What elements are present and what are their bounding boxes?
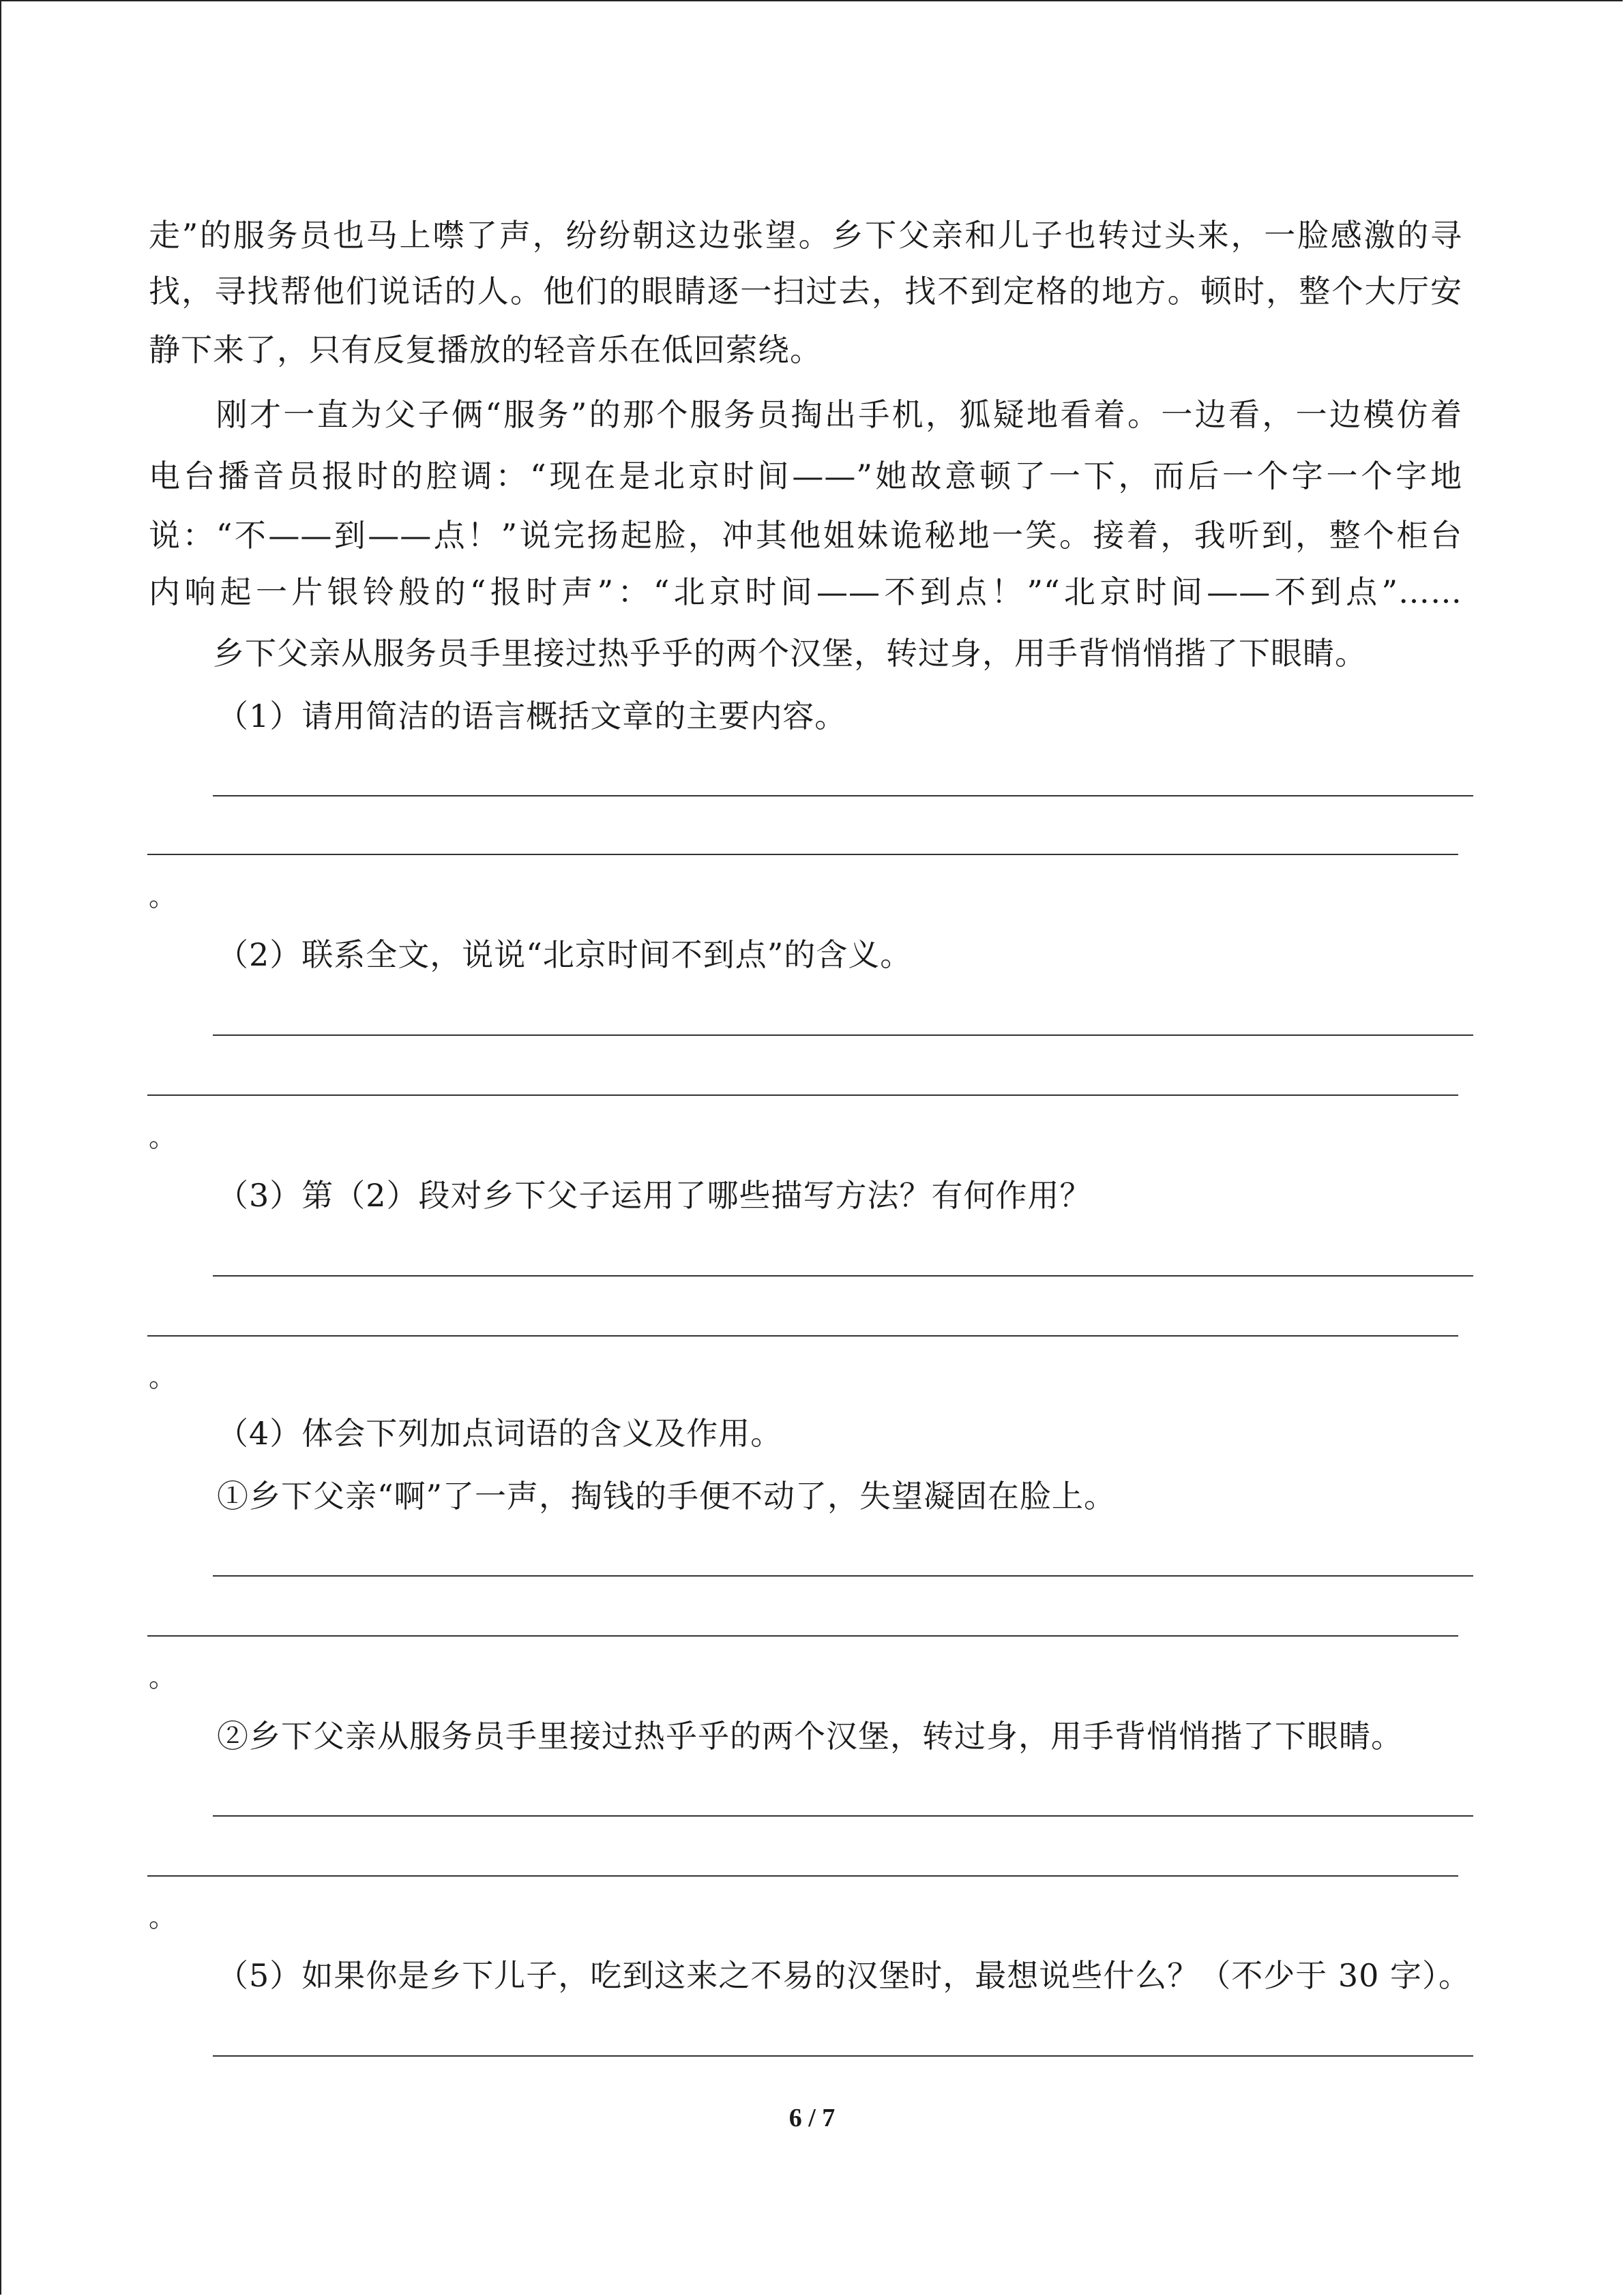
question-3: （3）第（2）段对乡下父子运用了哪些描写方法？有何作用？ <box>217 1177 1092 1214</box>
answer-line[interactable] <box>147 1635 1458 1637</box>
question-4-item-2: ②乡下父亲从服务员手里接过热乎乎的两个汉堡，转过身，用手背悄悄揩了下眼睛。 <box>217 1718 1403 1755</box>
answer-line[interactable] <box>147 1094 1458 1096</box>
passage-line: 刚才一直为父子俩“服务”的那个服务员掏出手机，狐疑地看着。一边看，一边模仿着 <box>149 396 1462 433</box>
passage-line: 乡下父亲从服务员手里接过热乎乎的两个汉堡，转过身，用手背悄悄揩了下眼睛。 <box>149 635 1367 672</box>
answer-end-mark: 。 <box>149 1362 176 1393</box>
answer-line[interactable] <box>147 854 1458 855</box>
question-1: （1）请用简洁的语言概括文章的主要内容。 <box>217 698 847 734</box>
passage-line: 静下来了，只有反复播放的轻音乐在低回萦绕。 <box>149 331 822 368</box>
passage-line: 内响起一片银铃般的“报时声”：“北京时间——不到点！”“北京时间——不到点”…… <box>149 573 1462 610</box>
question-4: （4）体会下列加点词语的含义及作用。 <box>217 1415 783 1452</box>
passage-line: 走”的服务员也马上噤了声，纷纷朝这边张望。乡下父亲和儿子也转过头来，一脸感激的寻 <box>149 217 1462 254</box>
passage-line: 说：“不——到——点！”说完扬起脸，冲其他姐妹诡秘地一笑。接着，我听到，整个柜台 <box>149 517 1462 554</box>
passage-line: 电台播音员报时的腔调：“现在是北京时间——”她故意顿了一下，而后一个字一个字地 <box>149 458 1462 494</box>
answer-line[interactable] <box>213 1575 1473 1577</box>
passage-line: 找，寻找帮他们说话的人。他们的眼睛逐一扫过去，找不到定格的地方。顿时，整个大厅安 <box>149 273 1462 310</box>
question-4-item-1: ①乡下父亲“啊”了一声，掏钱的手便不动了，失望凝固在脸上。 <box>217 1478 1117 1515</box>
page-number: 6 / 7 <box>788 2104 836 2132</box>
answer-line[interactable] <box>213 795 1473 796</box>
question-5: （5）如果你是乡下儿子，吃到这来之不易的汉堡时，最想说些什么？（不少于 30 字）。 <box>217 1957 1471 1994</box>
answer-line[interactable] <box>147 1875 1458 1877</box>
answer-end-mark: 。 <box>149 1662 176 1693</box>
answer-line[interactable] <box>213 1275 1473 1277</box>
answer-line[interactable] <box>213 2055 1473 2057</box>
question-2: （2）联系全文，说说“北京时间不到点”的含义。 <box>217 936 913 973</box>
answer-end-mark: 。 <box>149 1122 176 1153</box>
answer-end-mark: 。 <box>149 1902 176 1933</box>
answer-line[interactable] <box>213 1815 1473 1817</box>
answer-line[interactable] <box>147 1335 1458 1337</box>
answer-line[interactable] <box>213 1034 1473 1036</box>
answer-end-mark: 。 <box>149 881 176 912</box>
